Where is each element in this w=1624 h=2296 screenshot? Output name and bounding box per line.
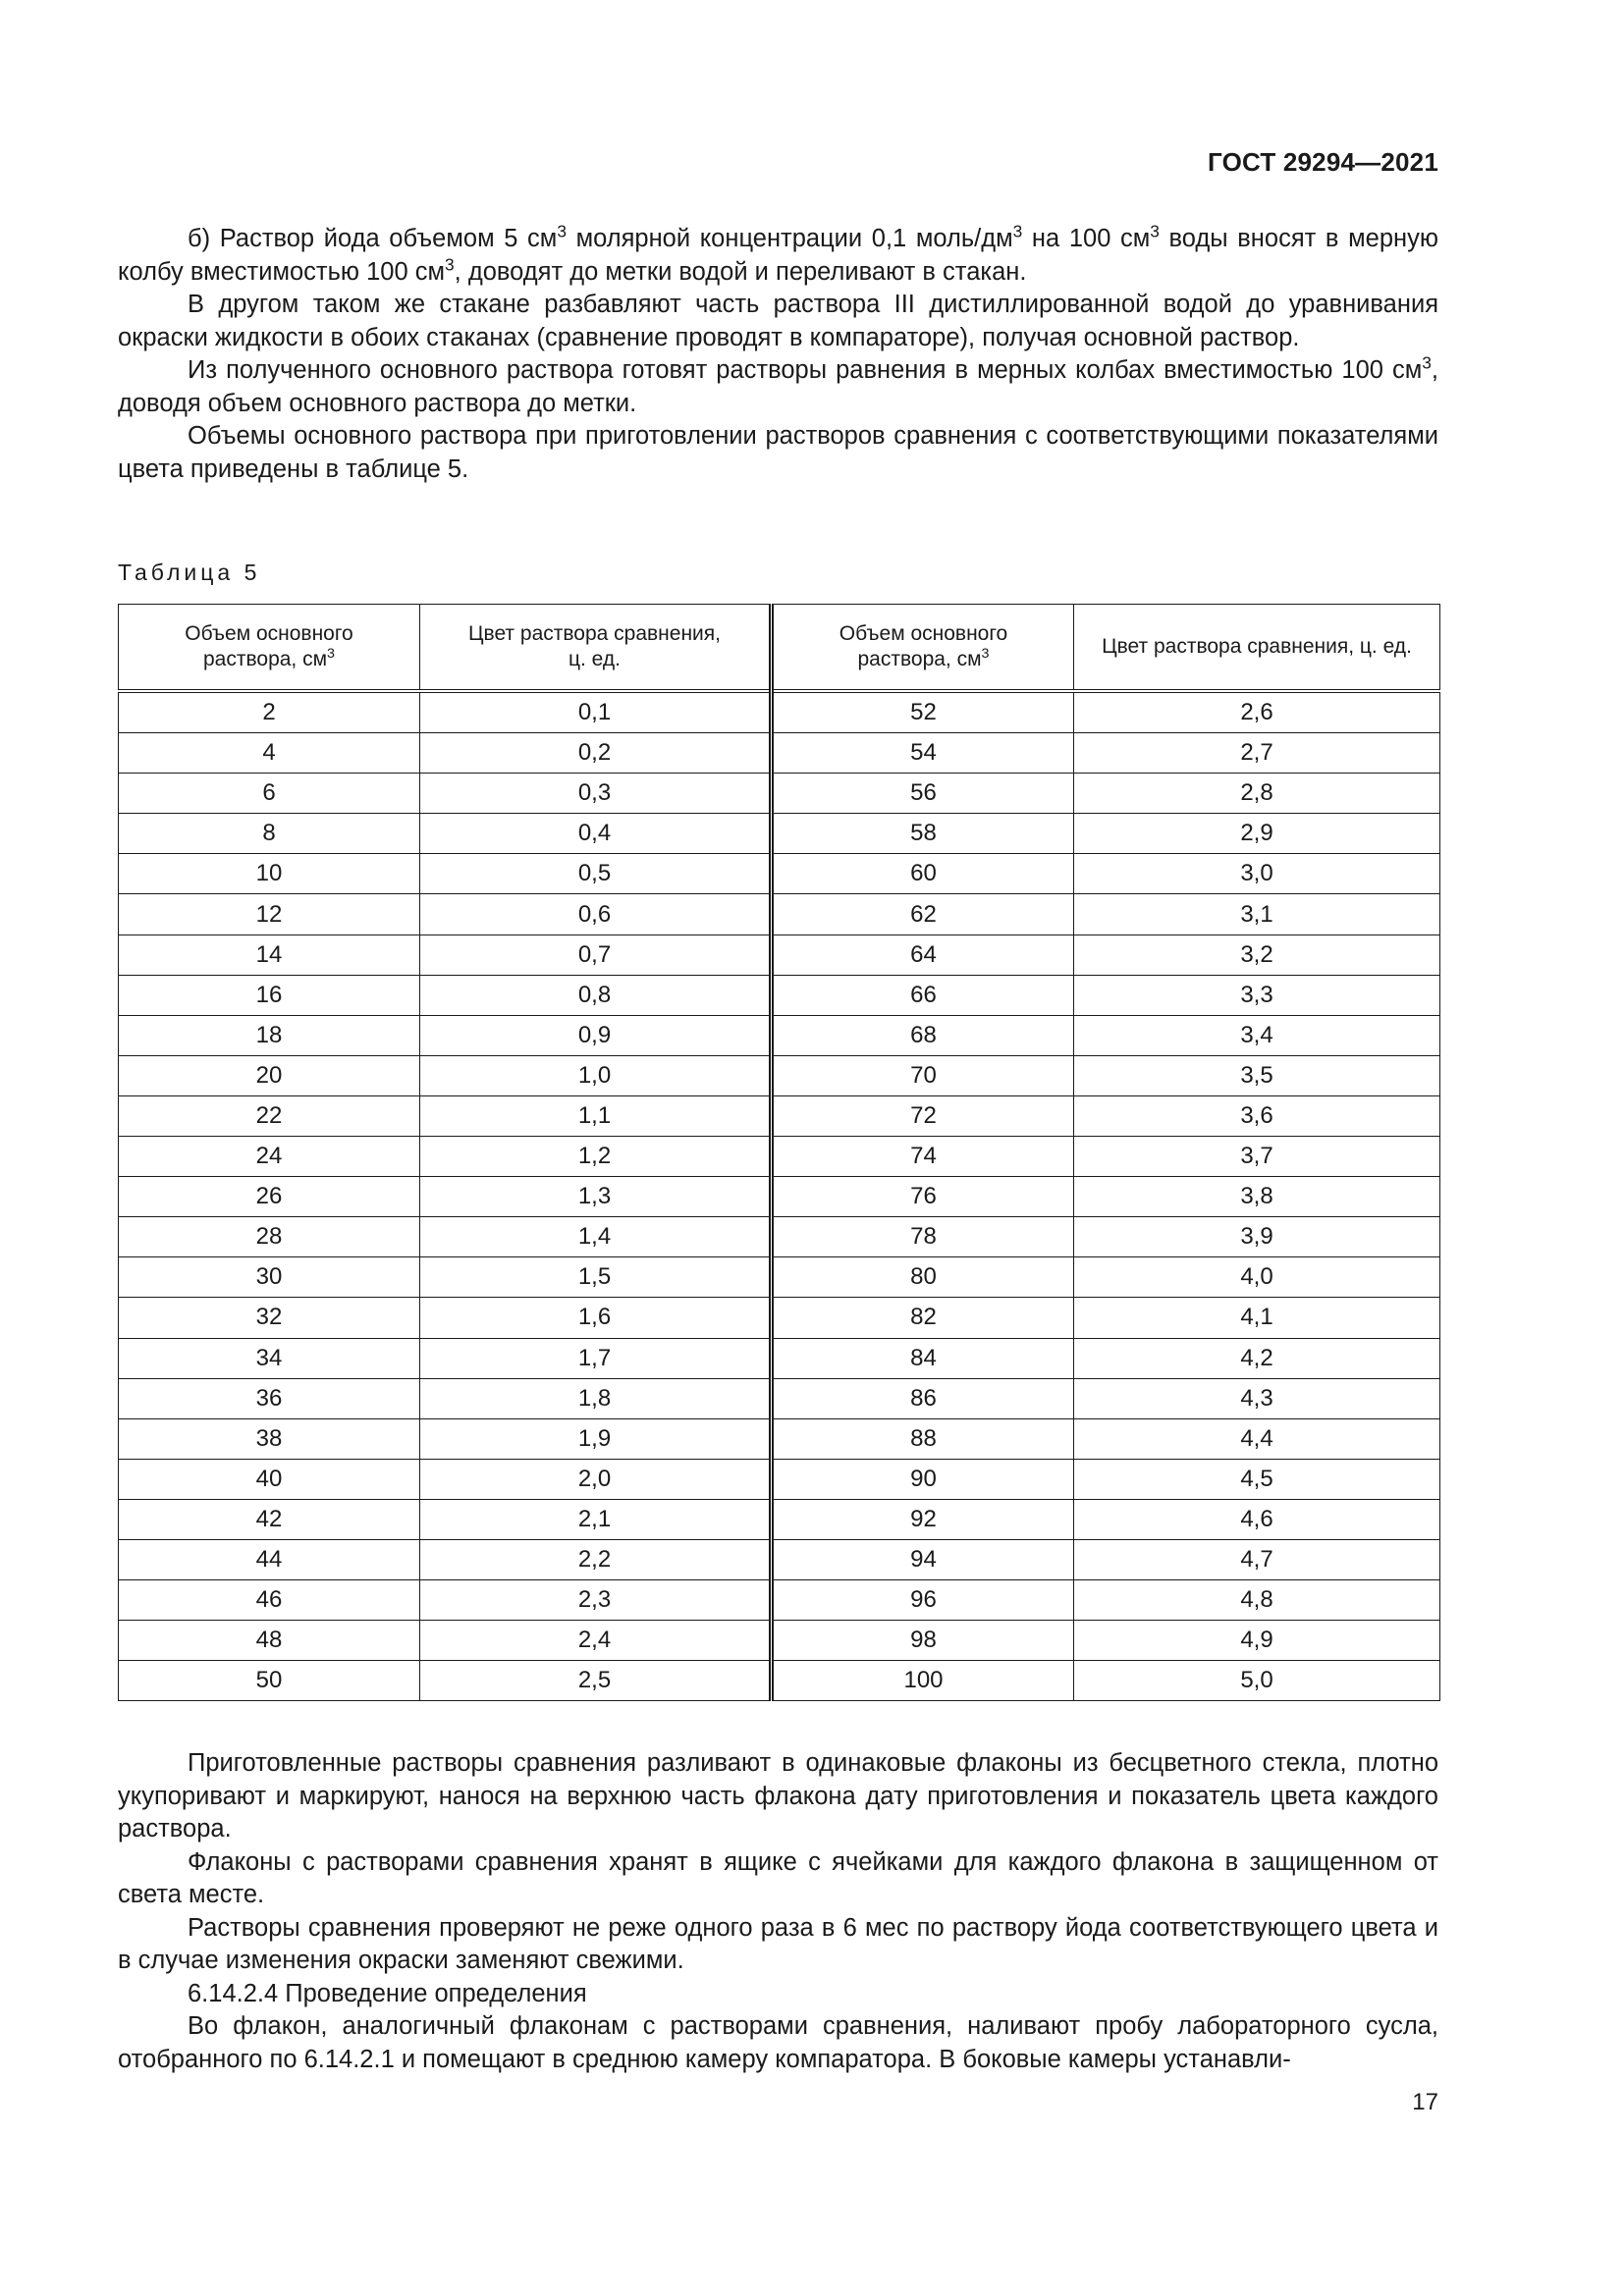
cell-color: 3,9 xyxy=(1074,1217,1440,1257)
table-row xyxy=(119,1459,1440,1499)
paragraph-reference-solutions: Из полученного основного раствора готовят растворы равнения в мерных колбах вместимостью 100 $см^3$, доводя объем основного раствора до метки. xyxy=(118,352,1438,417)
cell-color: 2,2 xyxy=(420,1539,772,1579)
cell-color: 3,3 xyxy=(1074,975,1440,1015)
table-row xyxy=(119,691,1440,733)
cell-volume: 98 xyxy=(772,1621,1074,1661)
cell-volume: 60 xyxy=(772,854,1074,894)
table-row xyxy=(119,975,1440,1015)
table-row xyxy=(119,1621,1440,1661)
table-row xyxy=(119,1661,1440,1701)
cell-volume: 58 xyxy=(772,814,1074,854)
paragraph-table-reference: Объемы основного раствора при приготовлении растворов сравнения с соответствующими показателями цвета приведены в таблице 5. xyxy=(118,422,1438,483)
cell-volume: 40 xyxy=(119,1459,420,1499)
paragraph-storage: Флаконы с растворами сравнения хранят в ящике с ячейками для каждого флакона в защищенном от света месте. xyxy=(118,1847,1438,1908)
cell-volume: 68 xyxy=(772,1015,1074,1055)
table-row xyxy=(119,1580,1440,1621)
cell-color: 1,0 xyxy=(420,1055,772,1095)
cell-color: 0,1 xyxy=(420,691,772,733)
cell-color: 2,3 xyxy=(420,1580,772,1621)
cell-volume: 52 xyxy=(772,691,1074,733)
cell-color: 2,7 xyxy=(1074,733,1440,774)
cell-color: 4,2 xyxy=(1074,1338,1440,1378)
cell-volume: 84 xyxy=(772,1338,1074,1378)
cell-color: 4,3 xyxy=(1074,1378,1440,1418)
cell-volume: 76 xyxy=(772,1177,1074,1217)
table-row xyxy=(119,1137,1440,1177)
cell-volume: 32 xyxy=(119,1298,420,1338)
cell-volume: 34 xyxy=(119,1338,420,1378)
cell-volume: 12 xyxy=(119,894,420,934)
header-color-1: Цвет раствора сравнения, ц. ед. xyxy=(420,605,772,692)
cell-volume: 72 xyxy=(772,1095,1074,1136)
cell-volume: 20 xyxy=(119,1055,420,1095)
cell-volume: 66 xyxy=(772,975,1074,1015)
table-row xyxy=(119,1055,1440,1095)
cell-color: 4,9 xyxy=(1074,1621,1440,1661)
cell-volume: 38 xyxy=(119,1418,420,1459)
cell-volume: 8 xyxy=(119,814,420,854)
cell-volume: 14 xyxy=(119,934,420,975)
cell-color: 4,1 xyxy=(1074,1298,1440,1338)
table-body xyxy=(119,691,1440,1701)
paragraph-procedure: Во флакон, аналогичный флаконам с растворами сравнения, наливают пробу лабораторного сусла, отобранного по 6.14.2.1 и помещают в среднюю камеру компаратора. В боковые камеры устанавли- xyxy=(118,2012,1438,2073)
document-page xyxy=(118,0,1438,2296)
cell-color: 1,8 xyxy=(420,1378,772,1418)
cell-volume: 78 xyxy=(772,1217,1074,1257)
cell-color: 1,1 xyxy=(420,1095,772,1136)
table-row xyxy=(119,854,1440,894)
cell-volume: 42 xyxy=(119,1499,420,1539)
cell-volume: 46 xyxy=(119,1580,420,1621)
cell-color: 1,4 xyxy=(420,1217,772,1257)
table-row xyxy=(119,774,1440,814)
cell-color: 2,5 xyxy=(420,1661,772,1701)
cell-color: 4,0 xyxy=(1074,1257,1440,1298)
cell-color: 4,5 xyxy=(1074,1459,1440,1499)
cell-volume: 6 xyxy=(119,774,420,814)
cell-volume: 88 xyxy=(772,1418,1074,1459)
cell-color: 0,8 xyxy=(420,975,772,1015)
cell-volume: 54 xyxy=(772,733,1074,774)
cell-color: 0,3 xyxy=(420,774,772,814)
cell-color: 3,6 xyxy=(1074,1095,1440,1136)
closing-text xyxy=(118,1747,1438,2076)
cell-volume: 56 xyxy=(772,774,1074,814)
cell-color: 3,1 xyxy=(1074,894,1440,934)
cell-volume: 2 xyxy=(119,691,420,733)
cell-color: 1,9 xyxy=(420,1418,772,1459)
cell-volume: 16 xyxy=(119,975,420,1015)
cell-color: 3,0 xyxy=(1074,854,1440,894)
cell-volume: 48 xyxy=(119,1621,420,1661)
cell-color: 2,6 xyxy=(1074,691,1440,733)
header-volume-1: Объем основного раствора, $см^3$ xyxy=(119,605,420,692)
cell-volume: 96 xyxy=(772,1580,1074,1621)
table-row xyxy=(119,1217,1440,1257)
cell-color: 1,5 xyxy=(420,1257,772,1298)
cell-volume: 74 xyxy=(772,1137,1074,1177)
cell-color: 3,4 xyxy=(1074,1015,1440,1055)
cell-color: 0,2 xyxy=(420,733,772,774)
table-row xyxy=(119,1257,1440,1298)
table-row xyxy=(119,733,1440,774)
paragraph-verification: Растворы сравнения проверяют не реже одного раза в 6 мес по раствору йода соответствующего цвета и в случае изменения окраски заменяют свежими. xyxy=(118,1913,1438,1974)
cell-volume: 82 xyxy=(772,1298,1074,1338)
table-row xyxy=(119,1015,1440,1055)
cell-color: 1,3 xyxy=(420,1177,772,1217)
cell-volume: 70 xyxy=(772,1055,1074,1095)
cell-color: 3,2 xyxy=(1074,934,1440,975)
cell-color: 2,9 xyxy=(1074,814,1440,854)
table-row xyxy=(119,894,1440,934)
cell-color: 5,0 xyxy=(1074,1661,1440,1701)
cell-volume: 22 xyxy=(119,1095,420,1136)
cell-volume: 36 xyxy=(119,1378,420,1418)
cell-volume: 4 xyxy=(119,733,420,774)
cell-color: 2,0 xyxy=(420,1459,772,1499)
cell-volume: 92 xyxy=(772,1499,1074,1539)
cell-volume: 90 xyxy=(772,1459,1074,1499)
cell-color: 4,7 xyxy=(1074,1539,1440,1579)
cell-color: 1,7 xyxy=(420,1338,772,1378)
page-number: 17 xyxy=(1412,2089,1438,2115)
table-row xyxy=(119,1418,1440,1459)
cell-volume: 10 xyxy=(119,854,420,894)
cell-color: 4,6 xyxy=(1074,1499,1440,1539)
cell-volume: 50 xyxy=(119,1661,420,1701)
table-row xyxy=(119,1539,1440,1579)
table-row xyxy=(119,814,1440,854)
cell-color: 3,5 xyxy=(1074,1055,1440,1095)
paragraph-iodine-solution: б) Раствор йода объемом 5 $см^3$ молярной концентрации 0,1 моль/$дм^3$ на 100 $см^3$ воды вносят в мерную колбу вместимостью 100 $см^3$, доводят до метки водой и переливают в стакан. xyxy=(118,221,1438,286)
cell-volume: 62 xyxy=(772,894,1074,934)
cell-volume: 80 xyxy=(772,1257,1074,1298)
table-row xyxy=(119,1378,1440,1418)
cell-color: 0,6 xyxy=(420,894,772,934)
cell-color: 0,7 xyxy=(420,934,772,975)
section-heading-6-14-2-4: 6.14.2.4 Проведение определения xyxy=(188,1979,587,2007)
paragraph-bottling: Приготовленные растворы сравнения разливают в одинаковые флаконы из бесцветного стекла, плотно укупоривают и маркируют, нанося на верхнюю часть флакона дату приготовления и показатель цвета каждого раствора. xyxy=(118,1749,1438,1842)
table-row xyxy=(119,934,1440,975)
cell-volume: 18 xyxy=(119,1015,420,1055)
cell-volume: 94 xyxy=(772,1539,1074,1579)
table-caption: Таблица 5 xyxy=(118,560,261,585)
cell-volume: 100 xyxy=(772,1661,1074,1701)
cell-volume: 24 xyxy=(119,1137,420,1177)
cell-color: 0,9 xyxy=(420,1015,772,1055)
table-header-row xyxy=(119,605,1440,692)
cell-color: 0,5 xyxy=(420,854,772,894)
table-row xyxy=(119,1298,1440,1338)
cell-color: 2,4 xyxy=(420,1621,772,1661)
color-reference-table xyxy=(118,604,1440,1701)
cell-volume: 26 xyxy=(119,1177,420,1217)
cell-color: 4,4 xyxy=(1074,1418,1440,1459)
table-row xyxy=(119,1095,1440,1136)
cell-volume: 86 xyxy=(772,1378,1074,1418)
cell-color: 2,1 xyxy=(420,1499,772,1539)
paragraph-dilution: В другом таком же стакане разбавляют часть раствора III дистиллированной водой до уравнивания окраски жидкости в обоих стаканах (сравнение проводят в компараторе), получая основной раствор. xyxy=(118,291,1438,351)
cell-volume: 30 xyxy=(119,1257,420,1298)
cell-color: 1,2 xyxy=(420,1137,772,1177)
cell-color: 3,7 xyxy=(1074,1137,1440,1177)
cell-volume: 64 xyxy=(772,934,1074,975)
intro-text xyxy=(118,223,1438,486)
table-row xyxy=(119,1177,1440,1217)
header-color-2: Цвет раствора сравнения, ц. ед. xyxy=(1074,605,1440,692)
cell-color: 2,8 xyxy=(1074,774,1440,814)
cell-color: 4,8 xyxy=(1074,1580,1440,1621)
table-row xyxy=(119,1499,1440,1539)
cell-color: 3,8 xyxy=(1074,1177,1440,1217)
cell-color: 0,4 xyxy=(420,814,772,854)
table-row xyxy=(119,1338,1440,1378)
cell-volume: 44 xyxy=(119,1539,420,1579)
standard-header: ГОСТ 29294—2021 xyxy=(1208,147,1438,177)
header-volume-2: Объем основного раствора, $см^3$ xyxy=(772,605,1074,692)
cell-volume: 28 xyxy=(119,1217,420,1257)
cell-color: 1,6 xyxy=(420,1298,772,1338)
